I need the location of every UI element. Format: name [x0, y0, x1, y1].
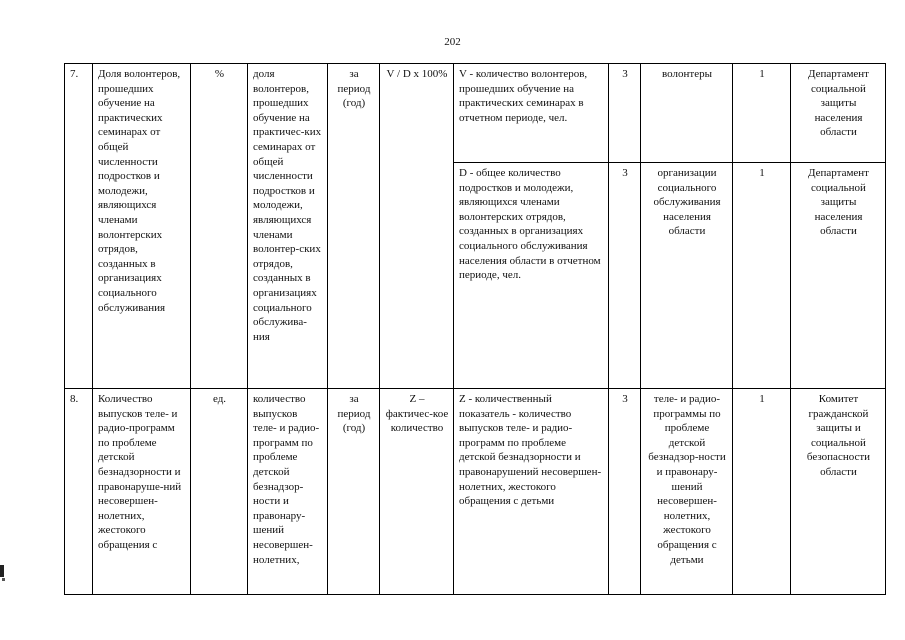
row-number: 7. — [65, 64, 93, 389]
frequency: 1 — [733, 389, 791, 595]
time-period: за период (год) — [328, 389, 380, 595]
table-row — [65, 389, 886, 595]
frequency: 1 — [733, 64, 791, 163]
collection-method: 3 — [609, 64, 641, 163]
indicator-name: Доля волонтеров, прошедших обучение на практических семинарах от общей численности подростков и молодежи, являющихся членами волонтерских отрядов, созданных в организациях социального обслуживания — [93, 64, 191, 389]
unit-of-measure: ед. — [191, 389, 248, 595]
scan-artifact — [2, 578, 5, 581]
row-number: 8. — [65, 389, 93, 595]
base-variable: D - общее количество подростков и молодежи, являющихся членами волонтерских отрядов, созданных в организациях социального обслуживания населения области в отчетном периоде, чел. — [454, 163, 609, 389]
indicator-definition: доля волонтеров, прошедших обучение на практичес-ких семинарах от общей численности подростков и молодежи, являющихся членами волонтер-ских отрядов, созданных в организациях социального обслужива-ния — [248, 64, 328, 389]
base-variable: V - количество волонтеров, прошедших обучение на практических семинарах в отчетном периоде, чел. — [454, 64, 609, 163]
page-number: 202 — [444, 36, 461, 48]
data-source: теле- и радио-программы по проблеме детской безнадзор-ности и правонару-шений несовершен-нолетних, жестокого обращения с детьми — [641, 389, 733, 595]
responsible-body: Департамент социальной защиты населения области — [791, 64, 886, 163]
scan-artifact — [0, 565, 4, 577]
indicators-table — [64, 63, 886, 595]
data-source: волонтеры — [641, 64, 733, 163]
collection-method: 3 — [609, 389, 641, 595]
frequency: 1 — [733, 163, 791, 389]
time-period: за период (год) — [328, 64, 380, 389]
base-variable: Z - количественный показатель - количество выпусков теле- и радио-программ по проблеме детской безнадзорности и правонарушений несовершен-нолетних, жестокого обращения с детьми — [454, 389, 609, 595]
calculation-formula: V / D x 100% — [380, 64, 454, 389]
responsible-body: Комитет гражданской защиты и социальной безопасности области — [791, 389, 886, 595]
table-row — [65, 64, 886, 163]
unit-of-measure: % — [191, 64, 248, 389]
indicator-definition: количество выпусков теле- и радио-программ по проблеме детской безнадзор-ности и правонару-шений несовершен-нолетних, — [248, 389, 328, 595]
data-source: организации социального обслуживания населения области — [641, 163, 733, 389]
indicator-name: Количество выпусков теле- и радио-программ по проблеме детской безнадзорности и правонаруше-ний несовершен-нолетних, жестокого обращения с — [93, 389, 191, 595]
calculation-formula: Z – фактичес-кое количество — [380, 389, 454, 595]
responsible-body: Департамент социальной защиты населения области — [791, 163, 886, 389]
collection-method: 3 — [609, 163, 641, 389]
